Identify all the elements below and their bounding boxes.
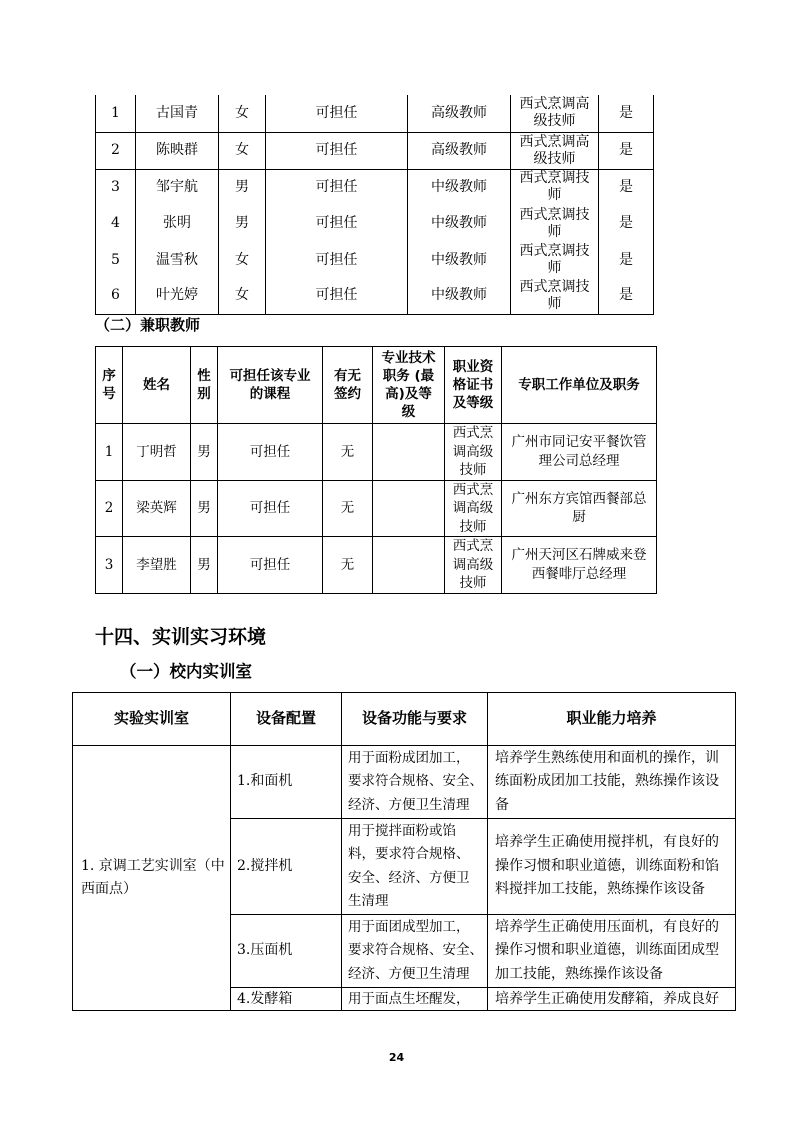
teacher-cert: 西式烹调高 级技师 xyxy=(511,132,599,169)
equipment-name: 1.和面机 xyxy=(231,746,342,819)
ability-training: 培养学生正确使用压面机，有良好的 操作习惯和职业道德，训练面团成型 加工技能，熟练操作该设备 xyxy=(488,915,736,988)
teacher-cert: 西式烹调技 师 xyxy=(511,242,599,278)
header-employer: 专职工作单位及职务 xyxy=(502,347,657,424)
teacher-name: 叶光婷 xyxy=(136,278,219,314)
training-room-name: 1. 京调工艺实训室（中 西面点） xyxy=(73,746,231,1011)
table-row xyxy=(96,205,654,242)
teacher-name: 邹宇航 xyxy=(136,169,219,205)
row-number: 2 xyxy=(96,480,123,537)
fulltime-teachers-table xyxy=(95,95,654,315)
teacher-dual: 是 xyxy=(599,242,654,278)
teacher-gender: 男 xyxy=(219,169,266,205)
section-heading: 十四、实训实习环境 xyxy=(95,626,267,648)
teacher-name: 古国青 xyxy=(136,95,219,132)
equipment-function: 用于面粉成团加工， 要求符合规格、安全、 经济、方便卫生清理 xyxy=(342,746,488,819)
table-row xyxy=(96,242,654,278)
header-cert: 职业资 格证书 及等级 xyxy=(445,347,502,424)
teacher-dual: 是 xyxy=(599,169,654,205)
row-number: 2 xyxy=(96,132,136,169)
teacher-title xyxy=(373,424,445,481)
row-number: 1 xyxy=(96,424,123,481)
teacher-cert: 西式烹 调高级 技师 xyxy=(445,424,502,481)
teacher-gender: 男 xyxy=(191,480,218,537)
header-course: 可担任该专业 的课程 xyxy=(218,347,323,424)
teacher-cert: 西式烹调技 师 xyxy=(511,169,599,205)
teacher-title: 高级教师 xyxy=(408,95,511,132)
teacher-dual: 是 xyxy=(599,205,654,242)
teacher-course: 可担任 xyxy=(218,480,323,537)
parttime-teachers-table xyxy=(95,346,657,594)
table-row xyxy=(96,132,654,169)
equipment-function: 用于搅拌面粉或馅 料，要求符合规格、 安全、经济、方便卫 生清理 xyxy=(342,819,488,915)
equipment-function: 用于面点生坯醒发， xyxy=(342,988,488,1011)
teacher-contract: 无 xyxy=(323,480,373,537)
teacher-dual: 是 xyxy=(599,95,654,132)
training-room-table xyxy=(72,692,736,1011)
ability-training: 培养学生正确使用发酵箱，养成良好 xyxy=(488,988,736,1011)
teacher-employer: 广州东方宾馆西餐部总 厨 xyxy=(502,480,657,537)
table-row xyxy=(96,537,657,594)
row-number: 6 xyxy=(96,278,136,314)
teacher-gender: 男 xyxy=(219,205,266,242)
parttime-heading: （二）兼职教师 xyxy=(95,316,201,334)
teacher-gender: 女 xyxy=(219,132,266,169)
header-function: 设备功能与要求 xyxy=(342,693,488,746)
teacher-course: 可担任 xyxy=(266,242,408,278)
teacher-course: 可担任 xyxy=(266,95,408,132)
teacher-cert: 西式烹 调高级 技师 xyxy=(445,480,502,537)
teacher-course: 可担任 xyxy=(218,537,323,594)
ability-training: 培养学生熟练使用和面机的操作，训 练面粉成团加工技能，熟练操作该设 备 xyxy=(488,746,736,819)
teacher-gender: 男 xyxy=(191,424,218,481)
header-gender: 性 别 xyxy=(191,347,218,424)
teacher-title: 高级教师 xyxy=(408,132,511,169)
header-contract: 有无 签约 xyxy=(323,347,373,424)
teacher-name: 李望胜 xyxy=(123,537,191,594)
teacher-title xyxy=(373,537,445,594)
teacher-course: 可担任 xyxy=(266,169,408,205)
row-number: 3 xyxy=(96,169,136,205)
table-row xyxy=(96,424,657,481)
teacher-gender: 男 xyxy=(191,537,218,594)
header-name: 姓名 xyxy=(123,347,191,424)
teacher-gender: 女 xyxy=(219,95,266,132)
teacher-gender: 女 xyxy=(219,278,266,314)
teacher-title: 中级教师 xyxy=(408,205,511,242)
table-row xyxy=(96,278,654,314)
teacher-course: 可担任 xyxy=(266,205,408,242)
header-room: 实验实训室 xyxy=(73,693,231,746)
teacher-title: 中级教师 xyxy=(408,278,511,314)
teacher-cert: 西式烹调技 师 xyxy=(511,205,599,242)
teacher-cert: 西式烹调高 级技师 xyxy=(511,95,599,132)
row-number: 3 xyxy=(96,537,123,594)
table-header-row xyxy=(96,347,657,424)
teacher-title: 中级教师 xyxy=(408,169,511,205)
teacher-name: 陈映群 xyxy=(136,132,219,169)
teacher-course: 可担任 xyxy=(266,132,408,169)
header-equipment: 设备配置 xyxy=(231,693,342,746)
teacher-cert: 西式烹 调高级 技师 xyxy=(445,537,502,594)
teacher-title: 中级教师 xyxy=(408,242,511,278)
table-row xyxy=(73,746,736,819)
teacher-dual: 是 xyxy=(599,278,654,314)
row-number: 4 xyxy=(96,205,136,242)
equipment-function: 用于面团成型加工， 要求符合规格、安全、 经济、方便卫生清理 xyxy=(342,915,488,988)
teacher-contract: 无 xyxy=(323,537,373,594)
teacher-name: 梁英辉 xyxy=(123,480,191,537)
teacher-employer: 广州市同记安平餐饮管 理公司总经理 xyxy=(502,424,657,481)
teacher-name: 温雪秋 xyxy=(136,242,219,278)
table-row xyxy=(96,169,654,205)
teacher-title xyxy=(373,480,445,537)
teacher-name: 丁明哲 xyxy=(123,424,191,481)
header-number: 序 号 xyxy=(96,347,123,424)
equipment-name: 2.搅拌机 xyxy=(231,819,342,915)
row-number: 1 xyxy=(96,95,136,132)
table-row xyxy=(96,480,657,537)
teacher-gender: 女 xyxy=(219,242,266,278)
equipment-name: 3.压面机 xyxy=(231,915,342,988)
row-number: 5 xyxy=(96,242,136,278)
teacher-employer: 广州天河区石牌威来登 西餐啡厅总经理 xyxy=(502,537,657,594)
teacher-name: 张明 xyxy=(136,205,219,242)
header-ability: 职业能力培养 xyxy=(488,693,736,746)
teacher-cert: 西式烹调技 师 xyxy=(511,278,599,314)
page-number: 24 xyxy=(388,1051,405,1064)
teacher-course: 可担任 xyxy=(218,424,323,481)
equipment-name: 4.发酵箱 xyxy=(231,988,342,1011)
ability-training: 培养学生正确使用搅拌机，有良好的 操作习惯和职业道德，训练面粉和馅 料搅拌加工技能，熟练操作该设备 xyxy=(488,819,736,915)
section-subheading: （一）校内实训室 xyxy=(120,662,252,681)
table-header-row xyxy=(73,693,736,746)
teacher-dual: 是 xyxy=(599,132,654,169)
table-row xyxy=(96,95,654,132)
header-title: 专业技术 职务 (最 高)及等 级 xyxy=(373,347,445,424)
teacher-course: 可担任 xyxy=(266,278,408,314)
teacher-contract: 无 xyxy=(323,424,373,481)
